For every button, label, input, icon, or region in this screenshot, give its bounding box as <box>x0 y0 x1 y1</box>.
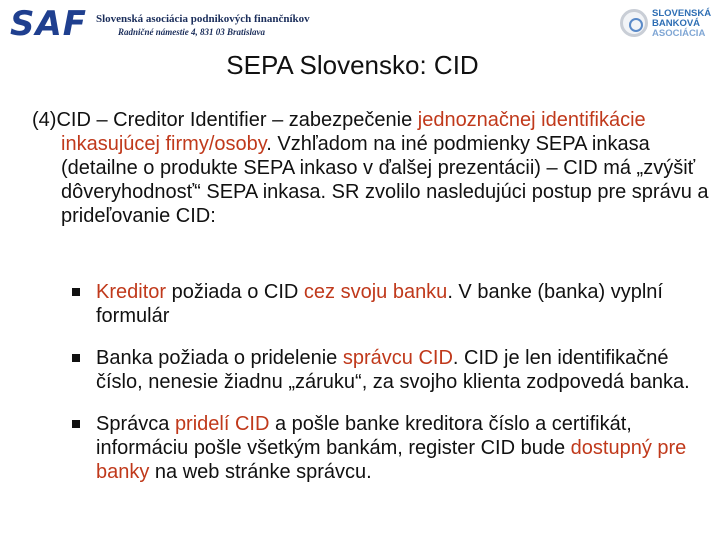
sba-emblem-icon <box>620 9 648 37</box>
slide-title: SEPA Slovensko: CID <box>226 50 479 80</box>
bullet-text: Banka požiada o pridelenie <box>96 347 343 369</box>
bullet-text: požiada o CID <box>166 281 304 303</box>
bullet-item <box>72 346 692 394</box>
slide-header <box>0 0 720 50</box>
intro-highlight: jednoznačnej identifikácie inkasujúcej firmy/osoby <box>61 109 646 155</box>
sba-logo-text <box>652 9 711 39</box>
bullet-text: . V banke (banka) vyplní formulár <box>96 281 663 327</box>
bullet-highlight: dostupný pre banky <box>96 437 687 483</box>
bullet-highlight: Kreditor <box>96 281 167 303</box>
sba-logo-line: ASOCIÁCIA <box>652 28 706 39</box>
intro-text: (4)CID – Creditor Identifier – zabezpečenie <box>32 109 418 131</box>
bullet-list <box>72 280 692 502</box>
intro-paragraph <box>32 108 720 228</box>
slovenska-bankova-asociacia-logo <box>620 6 716 48</box>
bullet-highlight: pridelí CID <box>174 413 270 435</box>
bullet-text: na web stránke správcu. <box>149 461 372 483</box>
bullet-item <box>72 280 692 328</box>
square-bullet-icon <box>72 420 80 428</box>
bullet-highlight: cez svoju banku <box>303 281 448 303</box>
bullet-highlight: správcu CID <box>342 347 453 369</box>
bullet-text: Správca <box>96 413 175 435</box>
bullet-item <box>72 412 692 484</box>
bullet-text: . CID je len identifikačné číslo, nenesie žiadnu „záruku“, za svojho klienta zodpovedá banka. <box>96 347 690 393</box>
organization-name: Slovenská asociácia podnikových finančníkov <box>96 13 310 25</box>
square-bullet-icon <box>72 354 80 362</box>
bullet-text: a pošle banke kreditora číslo a certifikát, informáciu pošle všetkým bankám, register CID bude <box>96 413 632 459</box>
saf-logo: SAF <box>10 4 88 44</box>
organization-address: Radničné námestie 4, 831 03 Bratislava <box>118 27 266 37</box>
sba-logo-line: BANKOVÁ <box>652 18 701 29</box>
intro-text: . Vzhľadom na iné podmienky SEPA inkasa (detailne o produkte SEPA inkaso v ďalšej prezentácii) – CID má „zvýšiť dôveryhodnosť“ SEPA inkasa. SR zvolilo nasledujúci postup pre správu a prideľovanie CID: <box>61 133 709 227</box>
sba-logo-line: SLOVENSKÁ <box>652 8 712 19</box>
square-bullet-icon <box>72 288 80 296</box>
